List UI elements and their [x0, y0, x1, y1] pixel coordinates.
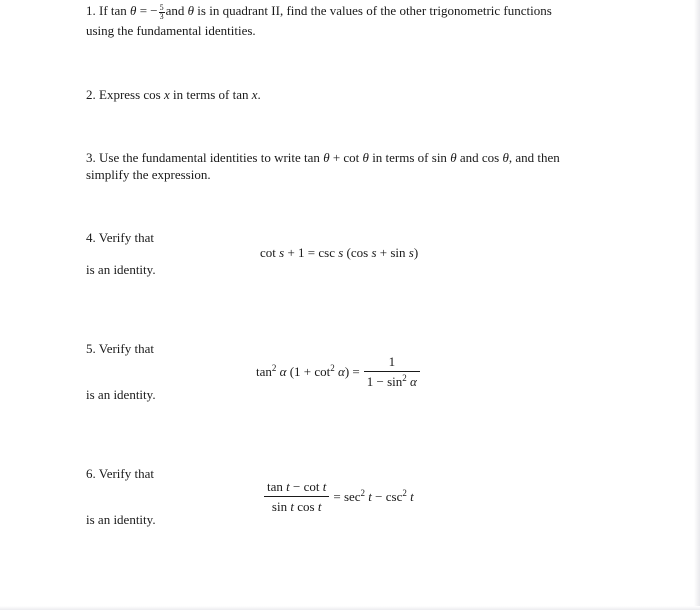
q5-open: (1 + cot [289, 364, 331, 379]
q1-number: 1. [86, 3, 96, 18]
q4-var-s-1: s [279, 245, 285, 260]
q3-suffix: , and then [508, 150, 560, 165]
question-1-line-2: using the fundamental identities. [86, 23, 256, 38]
q1-fraction-denominator: 3 [159, 11, 164, 21]
question-2 [86, 86, 261, 103]
q4-plus-sin: + sin [379, 245, 406, 260]
q4-equation [260, 244, 418, 261]
q5-lhs [256, 363, 360, 380]
q1-mid: and [165, 3, 185, 18]
q3-in-terms: in terms of sin [372, 150, 447, 165]
q5-equation [256, 355, 420, 388]
q2-var-2: x [251, 87, 258, 102]
q5-exp-1: 2 [271, 363, 277, 373]
q5-close: ) = [344, 364, 360, 379]
q1-fraction [159, 4, 165, 21]
page-edge-right [694, 0, 700, 610]
q6-equals-sec: = sec [333, 489, 361, 504]
q3-theta-1: θ [323, 150, 330, 165]
q5-alpha-3: α [410, 374, 417, 389]
q5-alpha-2: α [338, 364, 345, 379]
q5-identity-label: is an identity. [86, 387, 156, 402]
q4-open: (cos [346, 245, 369, 260]
page-edge-bottom [0, 606, 700, 610]
question-1 [86, 2, 552, 21]
q3-theta-2: θ [362, 150, 369, 165]
q4-verify-label: 4. Verify that [86, 230, 154, 245]
q5-fraction [364, 355, 420, 388]
q4-identity-label: is an identity. [86, 262, 156, 277]
q6-den-cos: cos [297, 499, 315, 514]
q5-exp-2: 2 [330, 363, 335, 373]
q1-rest: is in quadrant II, find the values of the other trigonometric functions [197, 3, 552, 18]
q1-theta: θ [130, 3, 137, 18]
q6-var-t-1: t [286, 479, 290, 494]
q6-num-minus-cot: − cot [293, 479, 320, 494]
q1-prefix: If tan [99, 3, 127, 18]
q6-rhs [333, 488, 413, 505]
q4-cot: cot [260, 245, 276, 260]
q1-theta-2: θ [187, 3, 195, 18]
q5-denominator [364, 372, 420, 388]
q5-exp-3: 2 [402, 373, 407, 383]
q3-and-cos: and cos [459, 150, 500, 165]
q6-var-t-6: t [410, 489, 414, 504]
question-3 [86, 149, 560, 166]
q6-equation [264, 478, 414, 513]
q5-tan: tan [256, 364, 272, 379]
q4-plus-one: + 1 = csc [287, 245, 335, 260]
q2-mid: in terms of tan [173, 87, 249, 102]
q6-var-t-3: t [290, 499, 294, 514]
q5-den-prefix: 1 − sin [366, 374, 403, 389]
q6-exp-2: 2 [402, 488, 407, 498]
q6-exp-1: 2 [360, 488, 366, 498]
q5-alpha-1: α [279, 364, 287, 379]
q4-var-s-3: s [371, 245, 377, 260]
q2-end: . [257, 87, 261, 102]
q6-var-t-2: t [322, 479, 327, 494]
q3-prefix: 3. Use the fundamental identities to write tan [86, 150, 320, 165]
q5-numerator: 1 [364, 355, 420, 372]
q6-fraction [264, 480, 329, 513]
q2-var-1: x [164, 87, 170, 102]
q6-num-tan: tan [267, 479, 283, 494]
q1-equals-minus: = − [139, 3, 158, 18]
q4-var-s-4: s [408, 245, 414, 260]
q6-minus-csc: − csc [375, 489, 403, 504]
question-3-line-2: simplify the expression. [86, 167, 211, 182]
q4-var-s-2: s [338, 245, 344, 260]
q3-theta-4: θ [502, 150, 509, 165]
q6-var-t-4: t [317, 499, 322, 514]
q6-den-sin: sin [271, 499, 288, 514]
q3-plus-cot: + cot [332, 150, 360, 165]
q5-verify-label: 5. Verify that [86, 341, 154, 356]
q3-theta-3: θ [450, 150, 457, 165]
q6-denominator [264, 497, 329, 513]
q6-verify-label: 6. Verify that [86, 466, 154, 481]
q6-var-t-5: t [368, 489, 372, 504]
q1-fraction-numerator: 5 [159, 2, 164, 12]
q4-close: ) [413, 245, 419, 260]
q6-identity-label: is an identity. [86, 512, 156, 527]
q6-numerator [264, 480, 329, 497]
q2-prefix: 2. Express cos [86, 87, 161, 102]
